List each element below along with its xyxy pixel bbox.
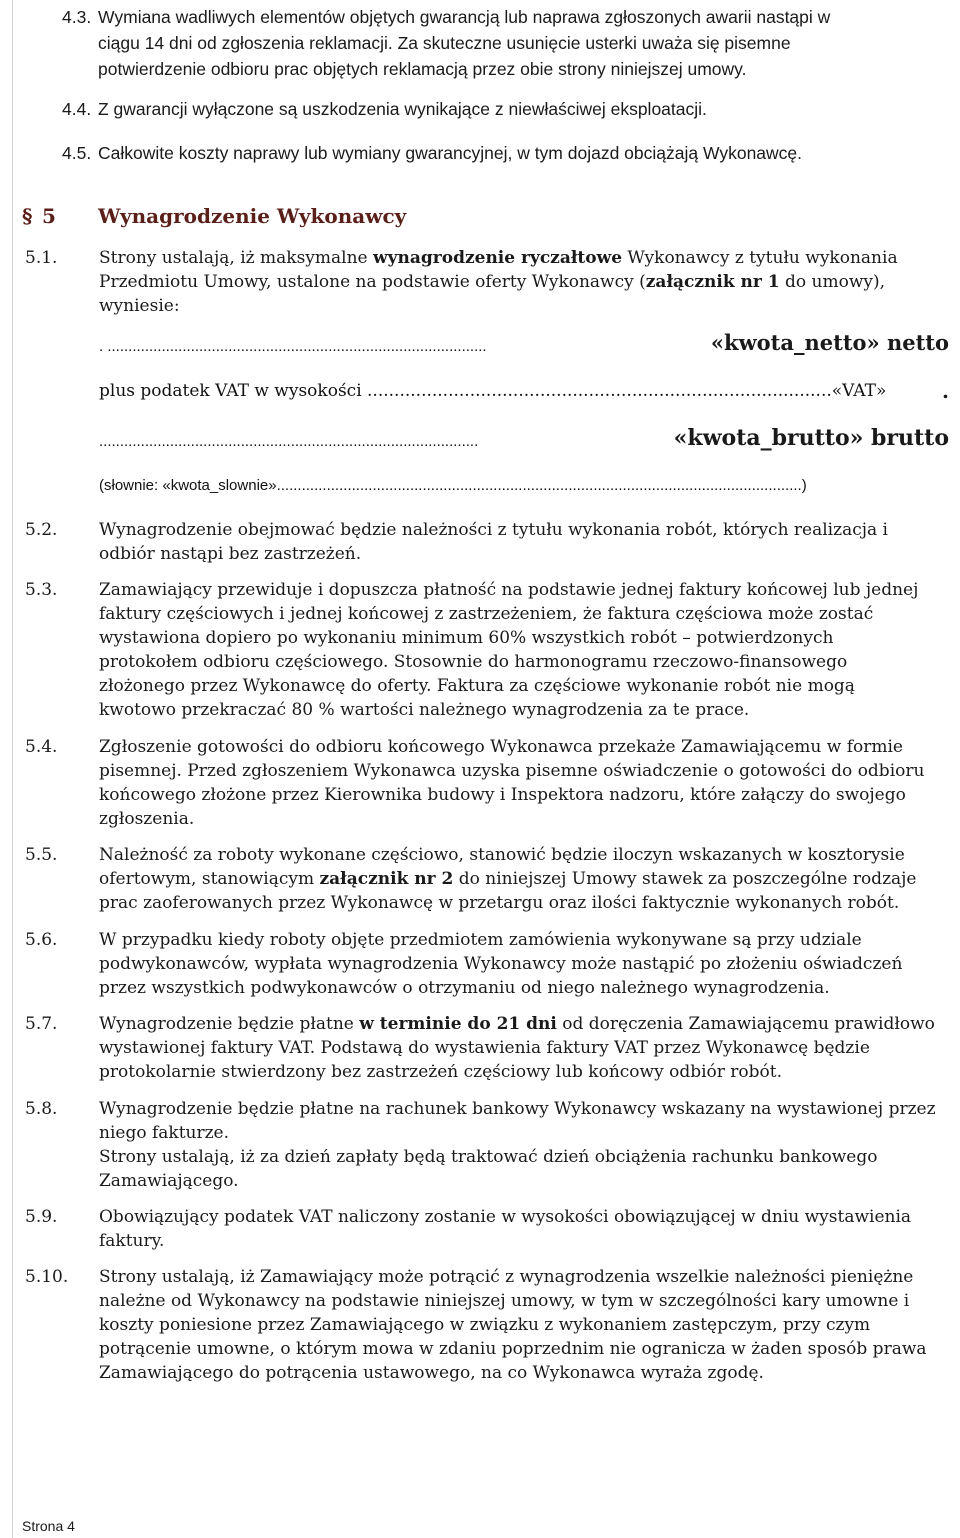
clause-5-7-line-3: protokolarnie stwierdzony bez zastrzeżeń częściowy lub końcowy odbiór robót.: [99, 1062, 783, 1082]
clause-5-10-line-2: należne od Wykonawcy na podstawie niniejszej umowy, w tym w szczególności kary umowne i: [99, 1291, 910, 1311]
clause-5-6-number: 5.6.: [25, 930, 58, 950]
gross-amount-value: «kwota_brutto» brutto: [673, 425, 949, 451]
clause-5-10-number: 5.10.: [25, 1267, 69, 1287]
clause-5-3-number: 5.3.: [25, 580, 58, 600]
clause-5-10-line-4: potrącenie umowne, o którym mowa w zdaniu poprzednim nie ogranicza w żaden sposób prawa: [99, 1339, 927, 1359]
clause-4-3-line-2: ciągu 14 dni od zgłoszenia reklamacji. Za skuteczne usunięcie usterki uważa się pisemne: [98, 33, 791, 53]
net-amount-value: «kwota_netto» netto: [710, 330, 949, 355]
vat-end-dot: .: [942, 379, 949, 403]
clause-5-4-line-4: zgłoszenia.: [99, 809, 195, 829]
clause-4-3-number: 4.3.: [62, 7, 92, 27]
clause-5-10-line-3: koszty poniesione przez Zamawiającego w związku z wykonaniem zastępczym, przy czym: [99, 1315, 871, 1335]
clause-5-8-line-2: niego fakturze.: [99, 1123, 230, 1143]
clause-5-3-line-3: wystawiona dopiero po wykonaniu minimum 60% wszystkich robót – potwierdzonych: [99, 628, 834, 648]
clause-5-7-line-2: wystawionej faktury VAT. Podstawą do wystawienia faktury VAT przez Wykonawcę będzie: [99, 1038, 870, 1058]
clause-4-3-line-3: potwierdzenie odbioru prac objętych reklamacją przez obie strony niniejszej umowy.: [98, 59, 747, 79]
clause-4-4-number: 4.4.: [62, 99, 92, 119]
clause-5-5-bold-annex: załącznik nr 2: [319, 869, 454, 889]
clause-5-7-number: 5.7.: [25, 1014, 58, 1034]
paragraph-sign: §: [22, 204, 33, 228]
section-number: 5: [42, 204, 56, 228]
clause-5-1-text-l2c: do umowy),: [779, 272, 886, 292]
net-amount-line: [99, 330, 949, 360]
clause-5-8-line-4: Zamawiającego.: [99, 1171, 239, 1191]
clause-5-3-line-6: kwotowo przekraczać 80 % wartości należnego wynagrodzenia za te prace.: [99, 700, 750, 720]
clause-5-8-line-1: Wynagrodzenie będzie płatne na rachunek bankowy Wykonawcy wskazany na wystawionej przez: [99, 1099, 936, 1119]
clause-5-1-line-1: [99, 246, 898, 271]
clause-5-1-bold-lump-sum: wynagrodzenie ryczałtowe: [373, 248, 623, 268]
clause-5-3-line-2: faktury częściowych i jednej końcowej z zastrzeżeniem, że faktura częściowa może zostać: [99, 604, 874, 624]
clause-5-2-line-2: odbiór nastąpi bez zastrzeżeń.: [99, 544, 362, 564]
clause-5-5-line-2: [99, 867, 917, 892]
clause-5-4-line-1: Zgłoszenie gotowości do odbioru końcowego Wykonawca przekaże Zamawiającemu w formie: [99, 737, 903, 757]
clause-5-2-line-1: Wynagrodzenie obejmować będzie należności z tytułu wykonania robót, których realizacja i: [99, 520, 888, 540]
clause-5-7-text-c: od doręczenia Zamawiającemu prawidłowo: [556, 1014, 935, 1034]
clause-5-1-text-c: Wykonawcy z tytułu wykonania: [622, 248, 898, 268]
clause-5-9-line-2: faktury.: [99, 1231, 165, 1251]
clause-5-6-line-1: W przypadku kiedy roboty objęte przedmiotem zamówienia wykonywane są przy udziale: [99, 930, 862, 950]
clause-5-7-bold-term: w terminie do 21 dni: [359, 1014, 557, 1034]
clause-5-7-text-a: Wynagrodzenie będzie płatne: [99, 1014, 360, 1034]
clause-5-5-line-3: prac zaoferowanych przez Wykonawcę w przetargu oraz ilości faktycznie wykonanych robót.: [99, 893, 900, 913]
page-number-footer: Strona 4: [22, 1518, 75, 1534]
clause-5-4-number: 5.4.: [25, 737, 58, 757]
clause-5-4-line-2: pisemnej. Przed zgłoszeniem Wykonawca uzyska pisemne oświadczenie o gotowości do odbioru: [99, 761, 925, 781]
page-margin-line: [12, 0, 13, 1538]
vat-label: plus podatek VAT w wysokości ......................................................................................«VAT»: [99, 381, 887, 401]
clause-4-5-text: Całkowite koszty naprawy lub wymiany gwarancyjnej, w tym dojazd obciążają Wykonawcę.: [98, 143, 803, 163]
clause-5-1-line-2: [99, 270, 885, 295]
clause-4-5-number: 4.5.: [62, 143, 92, 163]
clause-5-8-line-3: Strony ustalają, iż za dzień zapłaty będą traktować dzień obciążenia rachunku bankowego: [99, 1147, 878, 1167]
clause-5-10-line-5: Zamawiającego do potrącenia ustawowego, na co Wykonawca wyraża zgodę.: [99, 1363, 764, 1383]
clause-5-9-line-1: Obowiązujący podatek VAT naliczony zostanie w wysokości obowiązującej w dniu wystawienia: [99, 1207, 912, 1227]
clause-5-2-number: 5.2.: [25, 520, 58, 540]
section-5-heading: [22, 204, 482, 232]
section-title: Wynagrodzenie Wykonawcy: [98, 204, 407, 228]
clause-4-4-text: Z gwarancji wyłączone są uszkodzenia wynikające z niewłaściwej eksploatacji.: [98, 99, 707, 119]
clause-5-6-line-3: przez wszystkich podwykonawców o otrzymaniu od niego należnego wynagrodzenia.: [99, 978, 830, 998]
clause-5-1-text-l2a: Przedmiotu Umowy, ustalone na podstawie oferty Wykonawcy (: [99, 272, 646, 292]
clause-5-1-number: 5.1.: [25, 248, 58, 268]
clause-5-5-text-a: ofertowym, stanowiącym: [99, 869, 320, 889]
clause-5-5-number: 5.5.: [25, 845, 58, 865]
clause-5-4-line-3: końcowego złożone przez Kierownika budowy i Inspektora nadzoru, które załączy do swojego: [99, 785, 906, 805]
clause-5-7-line-1: [99, 1012, 935, 1037]
clause-4-3-line-1: Wymiana wadliwych elementów objętych gwarancją lub naprawa zgłoszonych awarii nastąpi w: [98, 7, 831, 27]
clause-5-5-text-c: do niniejszej Umowy stawek za poszczególne rodzaje: [453, 869, 917, 889]
clause-5-10-line-1: Strony ustalają, iż Zamawiający może potrącić z wynagrodzenia wszelkie należności pieniężne: [99, 1267, 914, 1287]
clause-5-3-line-4: protokołem odbioru częściowego. Stosownie do harmonogramu rzeczowo-finansowego: [99, 652, 848, 672]
clause-5-1-bold-annex: załącznik nr 1: [645, 272, 780, 292]
clause-5-6-line-2: podwykonawców, wypłata wynagrodzenia Wykonawcy może nastąpić po złożeniu oświadczeń: [99, 954, 903, 974]
gross-amount-leader: ...........................................................................................: [99, 433, 479, 450]
amount-in-words: (słownie: «kwota_slownie»..............................................................................................................................): [99, 477, 807, 494]
net-amount-leader: . ...........................................................................................: [99, 338, 487, 355]
clause-5-3-line-5: złożonego przez Wykonawcę do oferty. Faktura za częściowe wykonanie robót nie mogą: [99, 676, 855, 696]
clause-5-9-number: 5.9.: [25, 1207, 58, 1227]
vat-line: [99, 381, 949, 407]
clause-5-1-line-3: wyniesie:: [99, 296, 180, 316]
clause-5-5-line-1: Należność za roboty wykonane częściowo, stanowić będzie iloczyn wskazanych w kosztorysie: [99, 845, 905, 865]
clause-5-8-number: 5.8.: [25, 1099, 58, 1119]
clause-5-1-text-a: Strony ustalają, iż maksymalne: [99, 248, 374, 268]
clause-5-3-line-1: Zamawiający przewiduje i dopuszcza płatność na podstawie jednej faktury końcowej lub jednej: [99, 580, 919, 600]
gross-amount-line: [99, 425, 949, 457]
